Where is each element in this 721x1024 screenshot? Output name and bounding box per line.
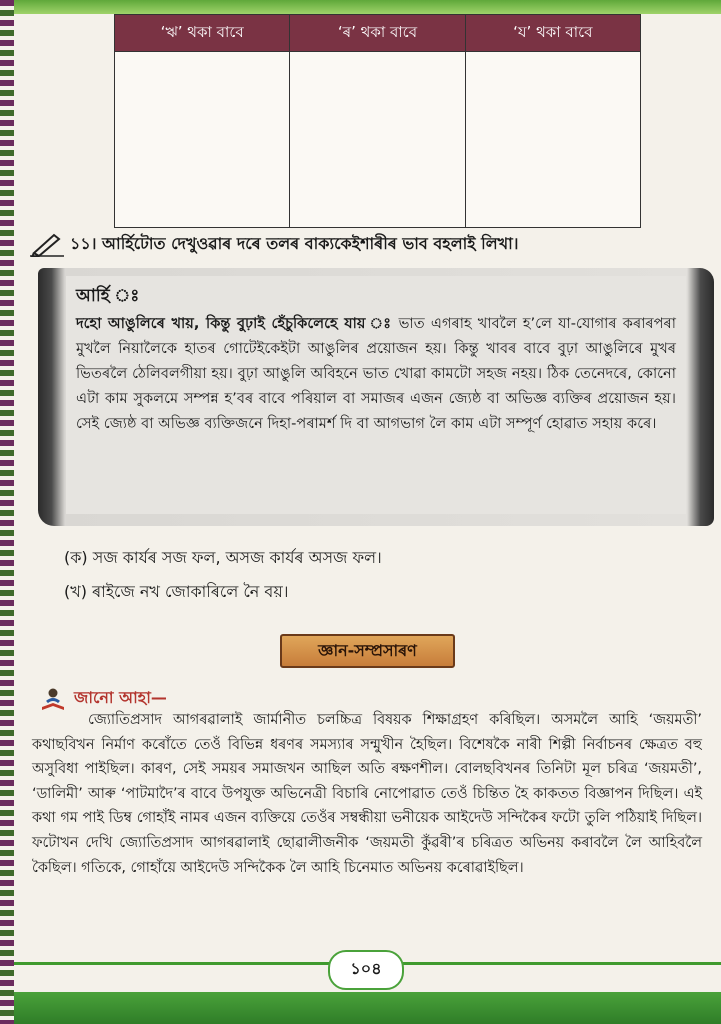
top-border (14, 0, 721, 14)
proverb-item: (ক) সজ কাৰ্যৰ সজ ফল, অসজ কাৰ্যৰ অসজ ফল। (64, 548, 382, 567)
proverb-item: (খ) ৰাইজে নখ জোকাৰিলে নৈ বয়। (64, 582, 289, 601)
table-cell (290, 52, 465, 228)
know-label: জানো আহা— (74, 688, 167, 707)
letter-table (114, 14, 641, 228)
table-cell (465, 52, 640, 228)
book-spine (0, 0, 14, 1024)
question-row (30, 230, 690, 258)
info-paragraph: জ্যোতিপ্ৰসাদ আগৰৱালাই জাৰ্মানীত চলচ্চিত্ৰ বিষয়ক শিক্ষাগ্ৰহণ কৰিছিল। অসমলৈ আহি ‘জয়মতী’ কথাছবিখন নিৰ্মাণ কৰোঁতে তেওঁ বিভিন্ন ধৰণৰ সমস্যাৰ সন্মুখীন হৈছিল। বিশেষকৈ নাৰী শিল্পী নিৰ্বাচনৰ ক্ষেত্ৰত বহু অসুবিধা পাইছিল। কাৰণ, সেই সময়ৰ সমাজখন আছিল অতি ৰক্ষণশীল। বোলছবিখনৰ তিনিটা মূল চৰিত্ৰ ‘জয়মতী’, ‘ডালিমী’ আৰু ‘পাটমাদৈ’ৰ বাবে উপযুক্ত অভিনেত্ৰী বিচাৰি নোপোৱাত তেওঁ চিন্তিত হৈ কাকতত বিজ্ঞাপন দিছিল। এই কথা গম পাই ডিম্ব গোহাঁই নামৰ এজন ব্যক্তিয়ে তেওঁৰ সম্বন্ধীয়া ভনীয়েক আইদেউ সন্দিকৈৰ ফটো তুলি পঠিয়াই দিছিল। ফটোখন দেখি জ্যোতিপ্ৰসাদ আগৰৱালাই ছোৱালীজনীক ‘জয়মতী কুঁৱৰী’ৰ চৰিত্ৰত অভিনয় কৰাবলৈ লৈ আহিবলৈ কৈছিল। গতিকে, গোহাঁয়ে আইদেউ সন্দিকৈক লৈ আহি চিনেমাত অভিনয় কৰোৱাইছিল। (32, 712, 702, 876)
reading-student-icon (40, 687, 66, 711)
section-tag: জ্ঞান-সম্প্ৰসাৰণ (280, 634, 455, 668)
page-number: ১০৪ (328, 950, 404, 990)
table-header: ‘ৰ’ থকা বাবে (290, 15, 465, 52)
example-box (66, 276, 686, 514)
footer-band (14, 992, 721, 1024)
table-header: ‘ঋ’ থকা বাবে (115, 15, 290, 52)
example-explanation: ভাত এগৰাহ খাবলৈ হ’লে যা-যোগাৰ কৰাৰপৰা মুখলৈ নিয়ালৈকে হাতৰ গোটেইকেইটা আঙুলিৰ প্ৰয়োজন হয়। কিন্তু খাবৰ বাবে বুঢ়া আঙুলিৰে মুখৰ ভিতৰলৈ ঠেলিবলগীয়া হয়। বুঢ়া আঙুলি অবিহনে ভাত খোৱা কামটো সহজ নহয়। ঠিক তেনেদৰে, কোনো এটা কাম সুকলমে সম্পন্ন হ’বৰ বাবে পৰিয়াল বা সমাজৰ এজন জ্যেষ্ঠ বা অভিজ্ঞ ব্যক্তিৰ প্ৰয়োজন হয়। সেই জ্যেষ্ঠ বা অভিজ্ঞ ব্যক্তিজনে দিহা-পৰামৰ্শ দি বা আগভাগ লৈ কাম এটা সম্পূৰ্ণ হোৱাত সহায় কৰে। (76, 315, 677, 432)
example-proverb: দহো আঙুলিৰে খায়, কিন্তু বুঢ়াই হেঁচুকিলেহে যায় ঃ (76, 315, 393, 332)
question-text: ১১। আৰ্হিটোত দেখুওৱাৰ দৰে তলৰ বাক্যকেইশাৰীৰ ভাব বহলাই লিখা। (70, 233, 519, 253)
table-cell (115, 52, 290, 228)
example-heading: আৰ্হি ঃ (76, 286, 140, 306)
table-header: ‘য’ থকা বাবে (465, 15, 640, 52)
pencil-icon (30, 231, 64, 257)
example-body (76, 311, 676, 436)
